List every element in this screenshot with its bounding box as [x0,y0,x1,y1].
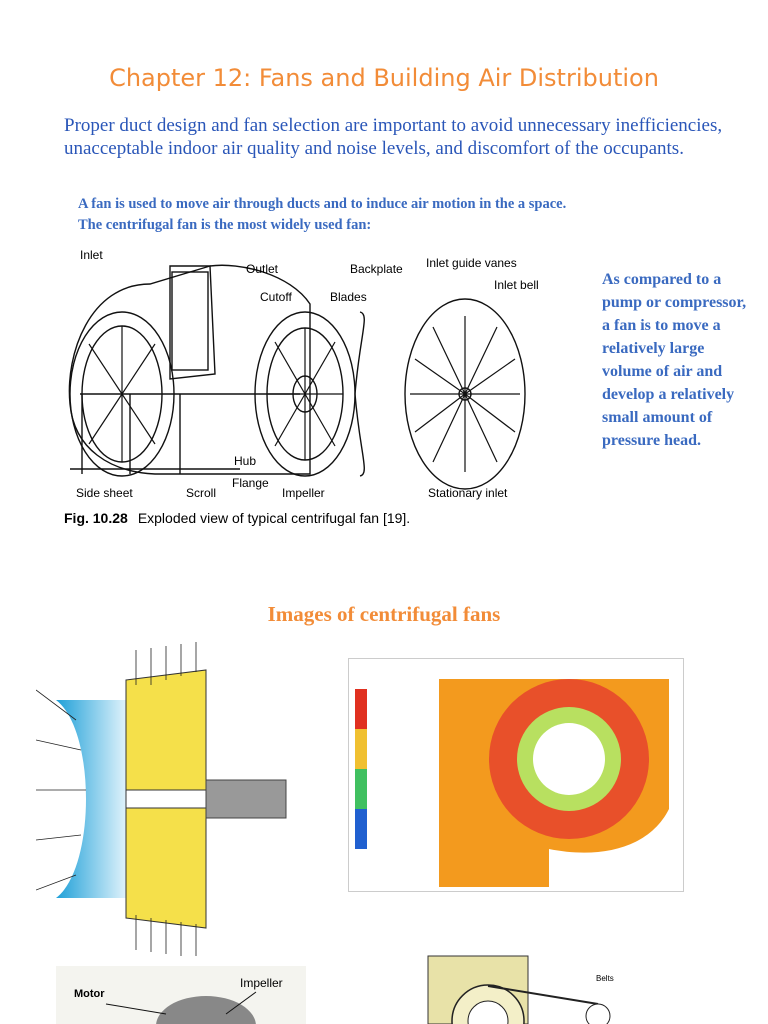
label-belts: Belts [596,974,614,983]
page-title: Chapter 12: Fans and Building Air Distribution [109,64,659,92]
label-inlet-bell: Inlet bell [494,278,539,292]
label-scroll: Scroll [186,486,217,500]
label-impeller: Impeller [282,486,325,500]
motor-impeller-image [56,966,306,1024]
figure-caption [64,510,410,526]
label-motor: Motor [74,988,105,1000]
label-flange: Flange [232,476,269,490]
belt-fan-image [418,946,630,1024]
label-outlet: Outlet [246,262,279,276]
label-impeller-bottom: Impeller [240,976,283,990]
figure-number: Fig. 10.28 [64,510,128,526]
images-heading: Images of centrifugal fans [267,602,501,626]
cfd-pressure-image [348,658,684,892]
exploded-fan-figure [60,244,580,506]
intro-paragraph: Proper duct design and fan selection are important to avoid unnecessary inefficiencies, unacceptable indoor air quality and noise levels, and discomfort of the occupants. [64,115,723,159]
label-side-sheet: Side sheet [76,486,133,500]
label-hub: Hub [234,454,257,468]
label-cutoff: Cutoff [260,290,292,304]
fan-cutaway-image [36,640,304,958]
side-note: As compared to a pump or compressor, a fan is to move a relatively large volume of air and develop a relatively small amount of pressure head. [602,271,747,449]
centrifugal-fan-note: The centrifugal fan is the most widely used fan: [78,217,372,233]
fan-definition: A fan is used to move air through ducts and to induce air motion in the a space. [78,196,567,212]
label-inlet: Inlet [80,248,103,262]
label-backplate: Backplate [350,262,403,276]
label-stationary-inlet: Stationary inlet [428,486,508,500]
label-blades: Blades [330,290,367,304]
label-inlet-guide-vanes: Inlet guide vanes [426,256,517,270]
figure-caption-text: Exploded view of typical centrifugal fan [19]. [137,510,411,526]
